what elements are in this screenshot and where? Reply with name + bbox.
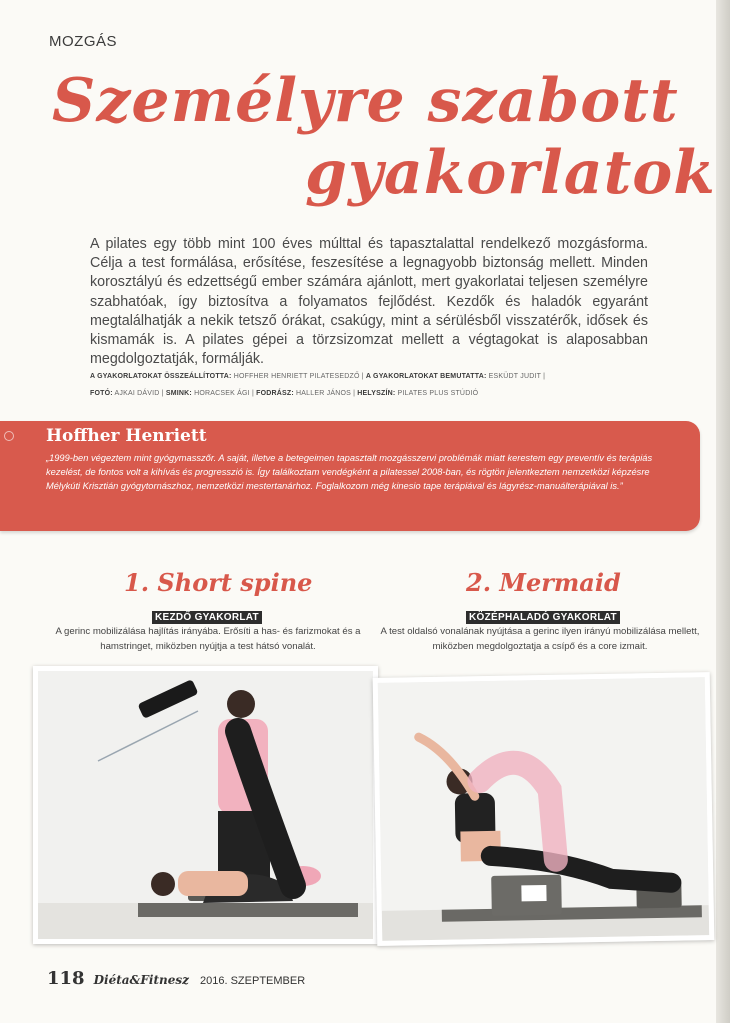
exercise-1-photo (33, 666, 378, 944)
mermaid-illustration (378, 677, 709, 941)
credit-makeup-label: SMINK: (165, 390, 192, 397)
credit-location-value: PILATES PLUS STÚDIÓ (397, 390, 479, 397)
short-spine-illustration (38, 671, 373, 939)
credit-presented-label: A GYAKORLATOKAT BEMUTATTA: (365, 373, 487, 380)
credit-compiled-label: A GYAKORLATOKAT ÖSSZEÁLLÍTOTTA: (90, 373, 232, 380)
section-label: MOZGÁS (49, 33, 118, 50)
page-spine-shadow (716, 0, 730, 1023)
exercise-2-title: 2. Mermaid (466, 568, 621, 597)
banner-decoration-icon (4, 431, 14, 441)
credit-compiled-value: HOFFHER HENRIETT PILATESEDZŐ (233, 373, 360, 380)
credit-presented-value: ESKÜDT JUDIT (488, 373, 541, 380)
issue-date: 2016. SZEPTEMBER (200, 975, 306, 987)
credit-photo-label: FOTÓ: (90, 390, 113, 397)
magazine-name: Diéta&Fitnesz (93, 973, 189, 987)
intro-paragraph: A pilates egy több mint 100 éves múlttal és tapasztalattal rendelkező mozgásforma. Célja a test formálása, erősítése, feszesítése a legnagyobb biztonság mellett. Minden korosztályú és edzettségű ember számára ajánlott, mert gyakorlatai teljesen személyre szabhatóak, így biztosítva a folyamatos fejlődést. Kezdők és haladók egyaránt megtalálhatják a nekik tetsző órákat, csakúgy, mint a sérülésből visszatérők, idősek és kismamák is. A pilates gépei a törzsizomzat mellett a végtagokat is alaposabban megdolgoztatják, formálják. (90, 236, 648, 368)
page-footer (47, 968, 305, 989)
page-title-line-2: gyakorlatok (305, 138, 716, 208)
exercise-2-description: A test oldalsó vonalának nyújtása a gerinc ilyen irányú mobilizálása mellett, miközben megdolgoztatja a csípő és a core izmait. (380, 626, 700, 652)
credit-photo-value: AJKAI DÁVID (114, 390, 160, 397)
credit-hair-value: HALLER JÁNOS (296, 390, 351, 397)
credits-line-2: FOTÓ: AJKAI DÁVID | SMINK: HORACSEK ÁGI | FODRÁSZ: HALLER JÁNOS | HELYSZÍN: PILATES PLUS STÚDIÓ (90, 390, 479, 397)
credit-hair-label: FODRÁSZ: (256, 390, 294, 397)
credit-location-label: HELYSZÍN: (357, 390, 396, 397)
exercise-1-description: A gerinc mobilizálása hajlítás irányába. Erősíti a has- és farizmokat és a hamstringet, miközben nyújtja a test hátsó vonalát. (55, 626, 361, 652)
page-number: 118 (47, 968, 85, 989)
credit-makeup-value: HORACSEK ÁGI (194, 390, 250, 397)
exercise-2-photo (373, 672, 715, 946)
trainer-banner (0, 421, 700, 531)
exercise-1-level-badge: KEZDŐ GYAKORLAT (152, 611, 262, 624)
credits-line-1: A GYAKORLATOKAT ÖSSZEÁLLÍTOTTA: HOFFHER HENRIETT PILATESEDZŐ | A GYAKORLATOKAT BEMUTATTA: ESKÜDT JUDIT | (90, 373, 546, 380)
page-title-line-1: Személyre szabott (52, 66, 679, 136)
trainer-name: Hoffher Henriett (46, 426, 207, 446)
trainer-quote: „1999-ben végeztem mint gyógymasszőr. A saját, illetve a betegeimen tapasztalt mozgásszervi problémák miatt kerestem egy preventív és terápiás kezelést, de fontos volt a kihívás és progresszió is. Így találkoztam vendégként a pilatessel 2008-ban, és rögtön jelentkeztem nemzetközi képzésre Mélykúti Krisztián gyógytornászhoz, nemzetközi mestertanárhoz. Foglalkozom még kinesio tape terápiával és lágyrész-manuálterápiával is.” (46, 453, 653, 491)
exercise-2-level-badge: KÖZÉPHALADÓ GYAKORLAT (466, 611, 620, 624)
exercise-1-title: 1. Short spine (124, 568, 313, 597)
